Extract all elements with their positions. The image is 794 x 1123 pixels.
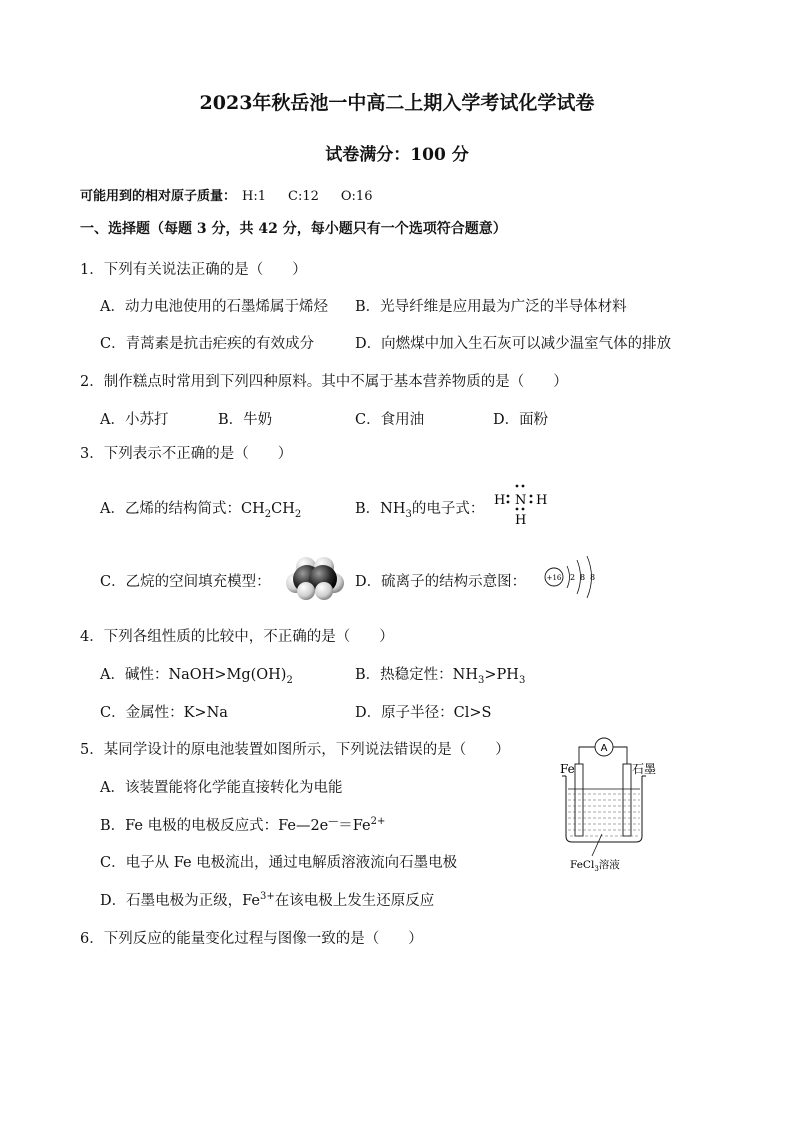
q4-option-d: D．原子半径：Cl>S (355, 705, 492, 721)
q3-option-d: D．硫离子的结构示意图： (355, 574, 527, 590)
q5-option-b (100, 814, 385, 835)
q1-stem: 1．下列有关说法正确的是（ ） (80, 262, 307, 278)
q1-option-a: A．动力电池使用的石墨烯属于烯烃 (100, 299, 328, 315)
q5-option-d-pre: D．石墨电极为正级，Fe (100, 893, 260, 909)
q2-option-a: A．小苏打 (100, 412, 169, 428)
q4-stem: 4．下列各组性质的比较中，不正确的是（ ） (80, 629, 394, 645)
q3-option-b (355, 497, 484, 520)
sulfide-ion-diagram (540, 553, 602, 601)
q4-option-b-sub2: 3 (518, 674, 526, 686)
shell-2-count: 8 (580, 573, 586, 582)
q4-option-a-text: A．碱性：NaOH>Mg(OH) (100, 667, 287, 683)
q3-option-b-label: B． (355, 501, 381, 517)
solution-label-pre: FeCl (570, 859, 595, 871)
graphite-label: 石墨 (632, 762, 657, 776)
formula-sub-1: 2 (264, 508, 272, 520)
q4-option-c: C．金属性：K>Na (100, 705, 228, 721)
fe-label: Fe (560, 762, 575, 776)
lewis-h-right: H (536, 493, 548, 508)
q5-option-a: A．该装置能将化学能直接转化为电能 (100, 780, 343, 796)
mass-h: H:1 (242, 189, 267, 204)
q5-option-b-pre: B．Fe 电极的电极反应式：Fe—2e (100, 818, 329, 834)
solution-label-tail: 溶液 (598, 859, 620, 871)
q5-option-d (100, 889, 434, 910)
shell-1-count: 2 (570, 573, 576, 582)
q2-option-b: B．牛奶 (218, 412, 273, 428)
q6-stem: 6．下列反应的能量变化过程与图像一致的是（ ） (80, 931, 423, 947)
atomic-mass-label: 可能用到的相对原子质量： (80, 189, 237, 204)
galvanic-cell-figure (558, 734, 668, 879)
mass-o: O:16 (340, 189, 373, 204)
q5-option-b-sup2: 2+ (370, 816, 386, 828)
full-score: 试卷满分：100 分 (325, 145, 469, 165)
q2-stem: 2．制作糕点时常用到下列四种原料。其中不属于基本营养物质的是（ ） (80, 374, 568, 390)
nh3-sub: 3 (405, 508, 412, 520)
q5-option-d-tail: 在该电极上发生还原反应 (274, 893, 435, 909)
mass-c: C:12 (288, 189, 319, 204)
section-heading: 一、选择题（每题 3 分，共 42 分，每小题只有一个选项符合题意） (80, 221, 507, 237)
solution-label-sub: 3 (594, 865, 599, 873)
q3-option-a-label: A．乙烯的结构简式： (100, 501, 241, 517)
q5-option-c: C．电子从 Fe 电极流出，通过电解质溶液流向石墨电极 (100, 855, 458, 871)
q4-option-a (100, 663, 293, 686)
q1-option-c: C．青蒿素是抗击疟疾的有效成分 (100, 336, 315, 352)
nh3-lewis-structure (490, 478, 552, 528)
ethane-space-filling-model (284, 553, 346, 601)
q1-option-d: D．向燃煤中加入生石灰可以减少温室气体的排放 (355, 336, 672, 352)
q1-option-b: B．光导纤维是应用最为广泛的半导体材料 (355, 299, 627, 315)
electron-formula-text: 的电子式： (411, 501, 485, 517)
q5-stem: 5．某同学设计的原电池装置如图所示，下列说法错误的是（ ） (80, 742, 510, 758)
atomic-mass-line (80, 185, 394, 204)
q2-option-d: D．面粉 (493, 412, 549, 428)
formula-sub-2: 2 (294, 508, 302, 520)
q4-option-b-tail: >PH (484, 667, 519, 683)
q4-option-b-text: B．热稳定性：NH (355, 667, 478, 683)
ethylene-formula (240, 501, 302, 520)
q4-option-b-sub: 3 (478, 674, 485, 686)
shell-3-count: 8 (590, 573, 596, 582)
q4-option-b (355, 663, 525, 686)
q4-option-a-sub: 2 (286, 674, 293, 686)
solution-label (570, 858, 620, 873)
q5-option-b-mid: ＝Fe (338, 818, 371, 834)
q5-option-d-sup: 3+ (259, 891, 275, 903)
q3-option-a (100, 497, 301, 520)
lewis-h-bottom: H (515, 513, 527, 528)
ammeter-label: A (600, 743, 608, 754)
nucleus-charge: +16 (546, 574, 562, 582)
q5-option-b-sup1: — (328, 816, 339, 828)
exam-title: 2023年秋岳池一中高二上期入学考试化学试卷 (199, 92, 595, 114)
q3-option-c: C．乙烷的空间填充模型： (100, 574, 271, 590)
formula-ch-1: CH (240, 501, 265, 517)
lewis-h-left: H (494, 493, 506, 508)
q3-stem: 3．下列表示不正确的是（ ） (80, 446, 293, 462)
nh3-symbol: NH (380, 501, 406, 517)
lewis-n: N (515, 493, 527, 508)
formula-ch-2: CH (271, 501, 295, 517)
q2-option-c: C．食用油 (355, 412, 425, 428)
